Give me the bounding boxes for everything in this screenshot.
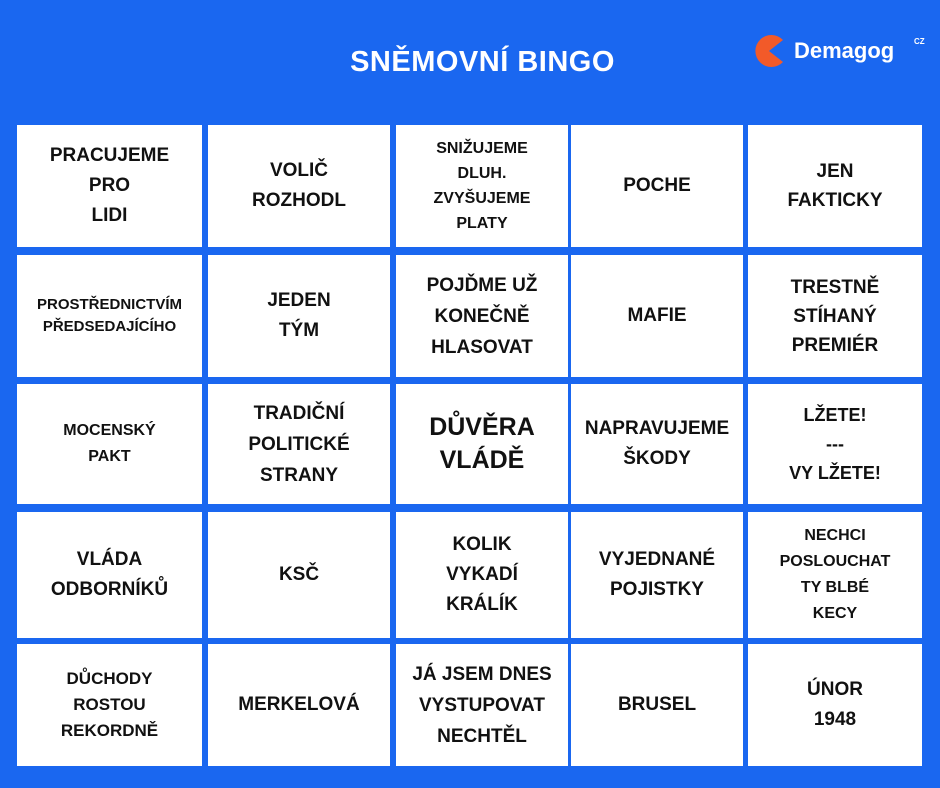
- bingo-cell-text: DŮVĚRA VLÁDĚ: [429, 413, 535, 474]
- bingo-cell: [748, 255, 922, 377]
- bingo-cell-text: POJĎME UŽ KONEČNĚ HLASOVAT: [426, 274, 538, 358]
- bingo-cell: [17, 125, 202, 247]
- bingo-cell-text: BRUSEL: [617, 694, 697, 715]
- bingo-cell-text: ÚNOR 1948: [807, 679, 863, 730]
- bingo-cell: [748, 125, 922, 247]
- bingo-cell-text: JEDEN TÝM: [267, 290, 331, 341]
- bingo-cell-text: POCHE: [623, 175, 691, 196]
- bingo-cell-text: KOLIK VYKADÍ KRÁLÍK: [446, 534, 518, 615]
- bingo-cell: [17, 512, 202, 638]
- bingo-cell-text: MOCENSKÝ PAKT: [63, 422, 156, 465]
- bingo-cell: [571, 512, 743, 638]
- bingo-cell: [748, 512, 922, 638]
- bingo-cell: [571, 125, 743, 247]
- bingo-cell-text: TRADIČNÍ POLITICKÉ STRANY: [248, 402, 350, 486]
- bingo-cell: [396, 125, 568, 247]
- bingo-cell: [571, 644, 743, 766]
- demagog-logo: [752, 33, 925, 69]
- bingo-cell: [571, 384, 743, 504]
- bingo-cell-text: PROSTŘEDNICTVÍM PŘEDSEDAJÍCÍHO: [36, 296, 182, 335]
- bingo-cell-text: JEN FAKTICKY: [787, 161, 883, 211]
- brand-name: Demagog: [794, 38, 895, 63]
- bingo-cell-text: MERKELOVÁ: [238, 694, 360, 715]
- bingo-cell: [208, 644, 390, 766]
- bingo-cell: [208, 512, 390, 638]
- bingo-cell-text: NAPRAVUJEME ŠKODY: [584, 418, 730, 469]
- bingo-cell: [17, 644, 202, 766]
- bingo-cell: [396, 255, 568, 377]
- bingo-cell: [208, 255, 390, 377]
- bingo-cell-text: VYJEDNANÉ POJISTKY: [598, 549, 716, 600]
- bingo-cell-text: JÁ JSEM DNES VYSTUPOVAT NECHTĚL: [412, 663, 552, 747]
- bingo-cell-text: KSČ: [278, 564, 320, 585]
- bingo-cell-text: VLÁDA ODBORNÍKŮ: [50, 549, 169, 600]
- brand-country: CZ: [914, 37, 925, 46]
- bingo-cell-text: LŽETE! --- VY LŽETE!: [789, 404, 881, 483]
- bingo-cell: [208, 384, 390, 504]
- bingo-cell: [748, 384, 922, 504]
- bingo-cell-text: TRESTNĚ STÍHANÝ PREMIÉR: [790, 276, 880, 356]
- bingo-cell: [17, 384, 202, 504]
- bingo-cell-text: DŮCHODY ROSTOU REKORDNĚ: [60, 669, 159, 740]
- bingo-cell: [208, 125, 390, 247]
- bingo-cell-text: MAFIE: [627, 305, 687, 326]
- bingo-cell: [396, 644, 568, 766]
- bingo-cell: [396, 512, 568, 638]
- bingo-cell-text: PRACUJEME PRO LIDI: [49, 145, 170, 226]
- bingo-cell: [17, 255, 202, 377]
- bingo-cell-text: SNIŽUJEME DLUH. ZVYŠUJEME PLATY: [433, 140, 531, 232]
- bingo-cell: [748, 644, 922, 766]
- page-title: SNĚMOVNÍ BINGO: [350, 46, 615, 78]
- demagog-logo-icon: [752, 34, 786, 68]
- bingo-cell-text: VOLIČ ROZHODL: [252, 160, 346, 211]
- bingo-cell: [396, 384, 568, 504]
- bingo-cell: [571, 255, 743, 377]
- bingo-cell-text: NECHCI POSLOUCHAT TY BLBÉ KECY: [779, 527, 891, 622]
